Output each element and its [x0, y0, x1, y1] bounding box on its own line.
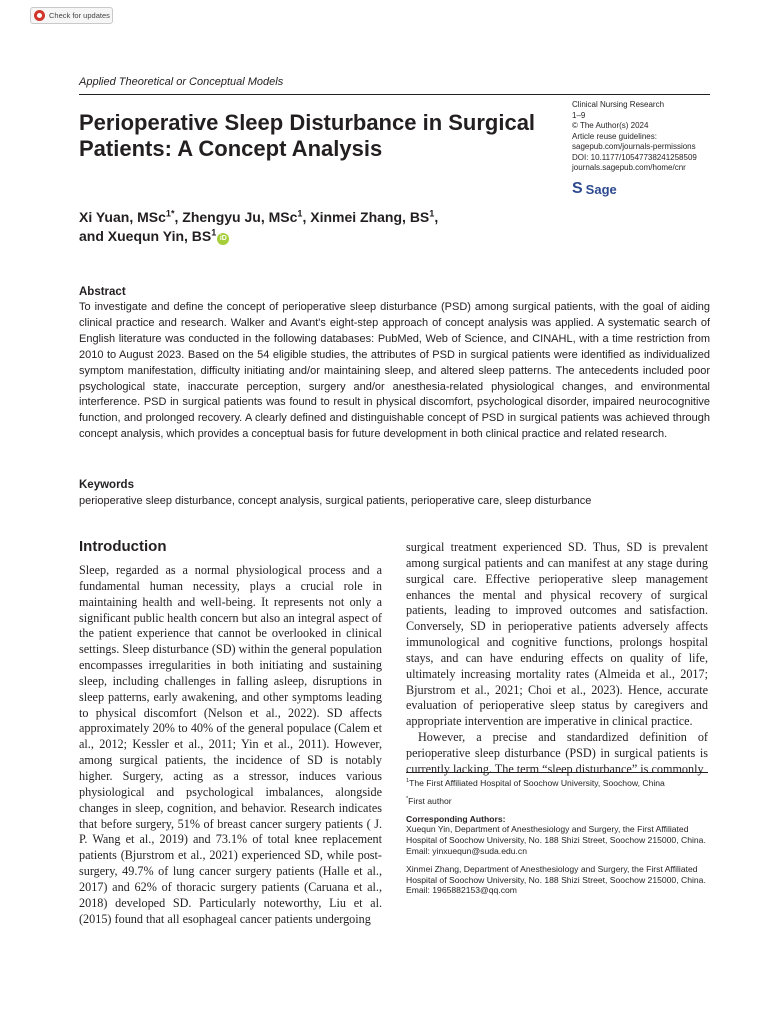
abstract-heading: Abstract: [79, 286, 126, 298]
corresponding-author-2: [406, 864, 716, 896]
publisher-name: Sage: [585, 181, 617, 197]
check-for-updates-label: Check for updates: [49, 11, 110, 20]
footnote-rule: [406, 772, 708, 773]
author-name: Zhengyu Ju, MSc: [182, 209, 298, 225]
author-sup: 1*: [165, 208, 175, 219]
crossmark-icon: [34, 10, 45, 21]
corresponding-heading: Corresponding Authors:: [406, 813, 506, 824]
body-column-right: [406, 540, 708, 778]
first-author-sup: *: [406, 795, 409, 802]
intro-paragraph-1-part-b: surgical treatment experienced SD. Thus, SD is prevalent among surgical patients and can manifest at any stage during surgical care. Effective perioperative sleep management enhances the mental and physical recovery of surgical patients, leading to improved outcomes and satisfaction. Conversely, SD in perioperative patients adversely affects immunological and cognitive functions, prolongs hospital stays, and can have enduring effects on quality of life, ultimately increasing mortality rates (Almeida et al., 2017; Bjurstrom et al., 2021; Choi et al., 2023). Hence, accurate evaluation of perioperative sleep status by caregivers and appropriate intervention are imperative in clinical practice.: [406, 540, 708, 729]
body-column-left: [79, 563, 382, 927]
affiliation-note: [406, 778, 716, 789]
journal-name: Clinical Nursing Research: [572, 100, 665, 109]
author-sup: 1: [297, 208, 303, 219]
orcid-icon[interactable]: iD: [217, 233, 229, 245]
header-rule: [79, 94, 710, 95]
affiliation-text: The First Affiliated Hospital of Soochow University, Soochow, China: [409, 778, 665, 788]
check-for-updates-badge[interactable]: [30, 7, 113, 24]
doi[interactable]: DOI: 10.1177/10547738241258509: [572, 152, 697, 162]
footnotes: [406, 778, 716, 903]
reuse-link[interactable]: sagepub.com/journals-permissions: [572, 142, 696, 151]
page-range: 1–9: [572, 110, 586, 120]
first-author-text: First author: [408, 795, 452, 806]
copyright: © The Author(s) 2024: [572, 121, 649, 130]
keywords-text: perioperative sleep disturbance, concept analysis, surgical patients, perioperative care, sleep disturbance: [79, 495, 592, 507]
first-author-note: [406, 796, 716, 807]
intro-paragraph-2: However, a precise and standardized definition of perioperative sleep disturbance (PSD) in surgical patients is currently lacking. The term “sleep disturbance” is commonly: [406, 730, 708, 776]
corresponding-address-1: Xuequn Yin, Department of Anesthesiology and Surgery, the First Affiliated Hospital of Soochow University, No. 188 Shizi Street, Soochow 215000, China.: [406, 824, 706, 846]
affiliation-sup: 1: [406, 778, 410, 785]
keywords-heading: Keywords: [79, 479, 134, 491]
journal-meta: [572, 100, 722, 174]
intro-paragraph-1-part-a: Sleep, regarded as a normal physiological process and a fundamental human necessity, plays a crucial role in maintaining health and well-being. It represents not only a significant public health concern but also an integral aspect of the patient experience that cannot be overlooked in clinical settings. Sleep disturbance (SD) within the general population encompasses irregularities in both initiating and sustaining sleep, including challenges in falling asleep, disruptions in sleep patterns, early awakening, and other symptoms leading to physical discomfort (Nelson et al., 2022). SD affects approximately 20% to 40% of the general populace (Calem et al., 2012; Kessler et al., 2011; Yin et al., 2011). However, among surgical patients, the incidence of SD is notably higher. Surgery, acting as a stressor, induces various physiological and psychological imbalances, alongside changes in sleep, cognition, and behavior. Research indicates that before surgery, 51% of breast cancer surgery patients ( J. P. Wang et al., 2019) and 73.1% of total knee replacement patients (Bjurstrom et al., 2021) experienced SD, while post-surgery, 49.7% of lung cancer surgery patients (Halle et al., 2017) and 62% of thoracic surgery patients (Caruana et al., 2018) developed SD. Particularly noteworthy, Liu et al. (2015) found that all esophageal cancer patients undergoing: [79, 563, 382, 926]
reuse-label: Article reuse guidelines:: [572, 131, 657, 141]
author-list: Xi Yuan, MSc$^{1*}$, Zhengyu Ju, MSc$^1$, Xinmei Zhang, $BS^1$, and Xuequn Yin, $BS^1iD$: [79, 208, 439, 244]
publisher-logo: [572, 181, 617, 197]
author-name: Xuequn Yin, BS: [107, 228, 212, 244]
author-sup: 1: [211, 227, 217, 238]
introduction-heading: Introduction: [79, 538, 167, 555]
author-joiner: and: [79, 228, 104, 244]
article-type: Applied Theoretical or Conceptual Models: [79, 76, 284, 88]
corresponding-email-2[interactable]: Email: 1965882153@qq.com: [406, 885, 517, 896]
corresponding-address-2: Xinmei Zhang, Department of Anesthesiology and Surgery, the First Affiliated Hospital of Soochow University, No. 188 Shizi Street, Soochow 215000, China.: [406, 863, 706, 885]
author-sup: 1: [429, 208, 435, 219]
article-title: Perioperative Sleep Disturbance in Surgical Patients: A Concept Analysis: [79, 110, 536, 161]
author-name: Xi Yuan, MSc: [79, 209, 166, 225]
corresponding-email-1[interactable]: Email: yinxuequn@suda.edu.cn: [406, 845, 527, 856]
sage-s-icon: S: [572, 180, 583, 197]
author-name: Xinmei Zhang, BS: [310, 209, 430, 225]
corresponding-author-1: [406, 824, 716, 856]
abstract-text: To investigate and define the concept of perioperative sleep disturbance (PSD) among surgical patients, with the goal of aiding clinical practice and research. Walker and Avant's eight-step approach of concept analysis was applied. A systematic search of English literature was conducted in the following databases: PubMed, Web of Science, and CINAHL, with a time restriction from 2010 to August 2023. Based on the 54 eligible studies, the attributes of PSD in surgical patients were identified as individualized symptom manifestation, difficulty initiating and/or maintaining sleep, and altered sleep patterns. The antecedents included poor psychological state, inaccurate perception, surgery and/or anesthesia-related physiological changes, and environmental interference. PSD in surgical patients was found to result in physical discomfort, psychological disorder, impaired neurocognitive function, and prolonged recovery. A clearly defined and distinguishable concept of PSD in surgical patients was achieved through concept analysis, which provides a conceptual basis for future development in both clinical practice and related research.: [79, 301, 710, 441]
journal-link[interactable]: journals.sagepub.com/home/cnr: [572, 163, 686, 172]
